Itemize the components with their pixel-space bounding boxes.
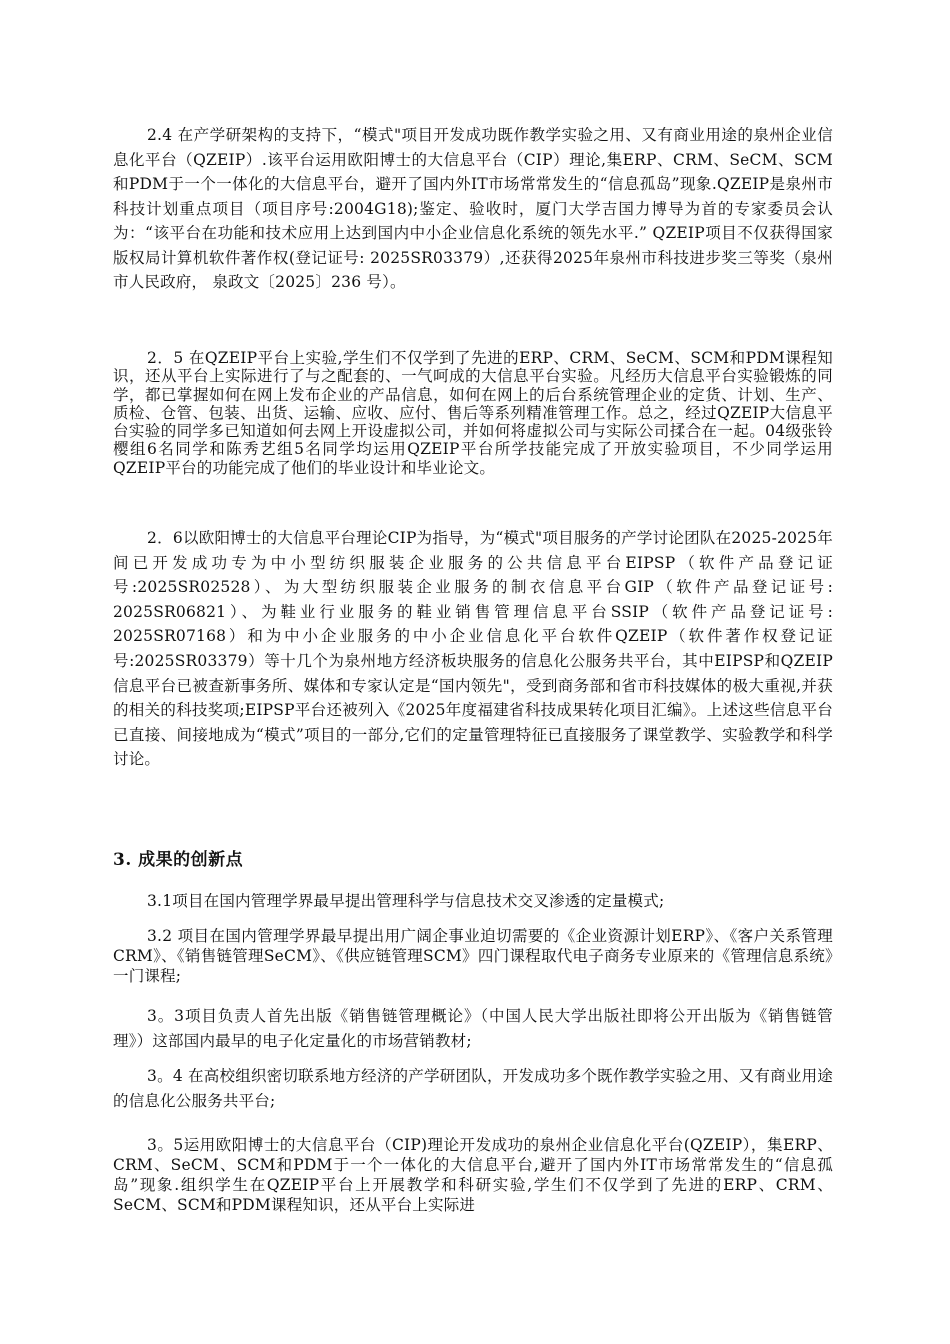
paragraph-2-4: 2.4 在产学研架构的支持下，“模式"项目开发成功既作教学实验之用、又有商业用途的泉州企业信息化平台（QZEIP）.该平台运用欧阳博士的大信息平台（CIP）理论,集ERP、CRM、SeCM、SCM和PDM于一个一体化的大信息平台，避开了国内外IT市场常常发生的“信息孤岛”现象.QZEIP是泉州市科技计划重点项目（项目序号:2004G18);鉴定、验收时，厦门大学吉国力博导为首的专家委员会认为：“该平台在功能和技术应用上达到国内中小企业信息化系统的领先水平.” QZEIP项目不仅获得国家版权局计算机软件著作权(登记证号: 2025SR03379）,还获得2025年泉州市科技进步奖三等奖（泉州市人民政府， 泉政文〔2025〕236 号）。 [113,126,833,291]
innovation-3-4: 3。4 在高校组织密切联系地方经济的产学研团队，开发成功多个既作教学实验之用、又有商业用途的信息化公服务共平台; [113,1067,833,1110]
paragraph-2-5: 2．5 在QZEIP平台上实验,学生们不仅学到了先进的ERP、CRM、SeCM、SCM和PDM课程知识，还从平台上实际进行了与之配套的、一气呵成的大信息平台实验。凡经历大信息平台实验锻炼的同学，都已掌握如何在网上发布企业的产品信息，如何在网上的后台系统管理企业的定货、计划、生产、质检、仓管、包装、出货、运输、应收、应付、售后等系列精准管理工作。总之，经过QZEIP大信息平台实验的同学多已知道如何去网上开设虚拟公司，并如何将虚拟公司与实际公司揉合在一起。04级张铃樱组6名同学和陈秀艺组5名同学均运用QZEIP平台所学技能完成了开放实验项目，不少同学运用QZEIP平台的功能完成了他们的毕业设计和毕业论文。 [113,349,833,477]
innovation-3-3: 3。3项目负责人首先出版《销售链管理概论》（中国人民大学出版社即将公开出版为《销售链管理》）这部国内最早的电子化定量化的市场营销教材; [113,1007,833,1050]
innovation-3-1: 3.1项目在国内管理学界最早提出管理科学与信息技术交叉渗透的定量模式; [147,892,665,910]
paragraph-2-6: 2．6以欧阳博士的大信息平台理论CIP为指导，为“模式"项目服务的产学讨论团队在2025-2025年间已开发成功专为中小型纺织服装企业服务的公共信息平台EIPSP（软件产品登记证号:2025SR02528）、为大型纺织服装企业服务的制衣信息平台GIP（软件产品登记证号: 2025SR06821）、为鞋业行业服务的鞋业销售管理信息平台SSIP（软件产品登记证号: 2025SR07168）和为中小企业服务的中小企业信息化平台软件QZEIP（软件著作权登记证号:2025SR03379）等十几个为泉州地方经济板块服务的信息化公服务共平台，其中EIPSP和QZEIP信息平台已被查新事务所、媒体和专家认定是“国内领先"，受到商务部和省市科技媒体的极大重视,并获的相关的科技奖项;EIPSP平台还被列入《2025年度福建省科技成果转化项目汇编》。上述这些信息平台已直接、间接地成为“模式”项目的一部分,它们的定量管理特征已直接服务了课堂教学、实验教学和科学讨论。 [113,529,833,769]
section-heading: 3. 成果的创新点 [113,850,244,870]
innovation-3-2: 3.2 项目在国内管理学界最早提出用广阔企事业迫切需要的《企业资源计划ERP》、《客户关系管理CRM》、《销售链管理SeCM》、《供应链管理SCM》四门课程取代电子商务专业原来的《管理信息系统》一门课程; [113,927,833,985]
innovation-3-5: 3。5运用欧阳博士的大信息平台（CIP)理论开发成功的泉州企业信息化平台(QZEIP），集ERP、CRM、SeCM、SCM和PDM于一个一体化的大信息平台,避开了国内外IT市场常常发生的“信息孤岛”现象.组织学生在QZEIP平台上开展教学和科研实验,学生们不仅学到了先进的ERP、CRM、SeCM、SCM和PDM课程知识，还从平台上实际进 [113,1136,833,1214]
